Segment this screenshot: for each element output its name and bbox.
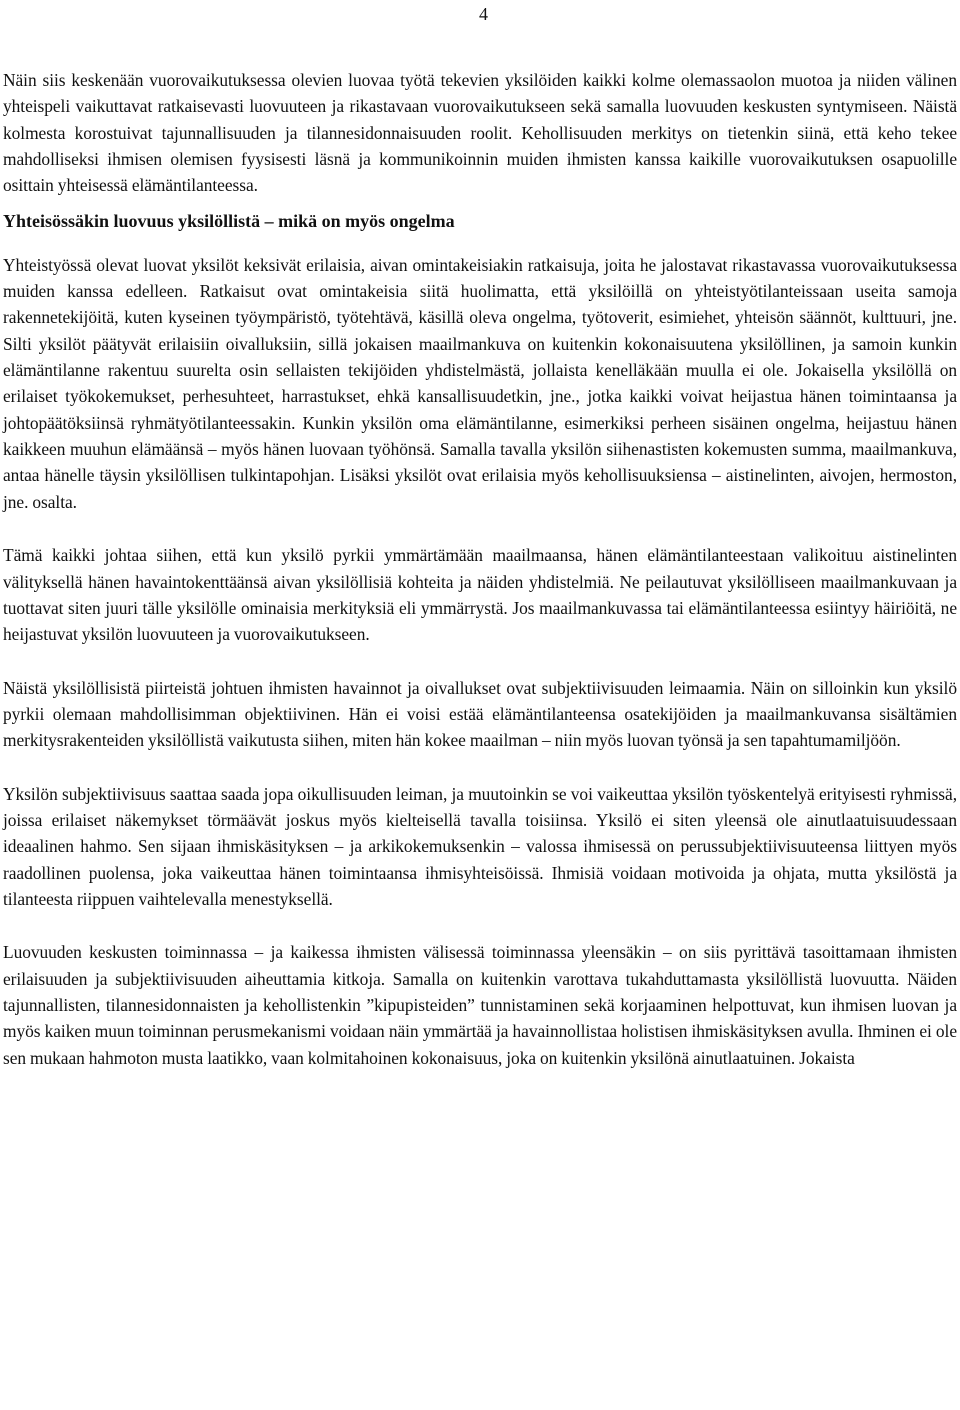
paragraph-6: Luovuuden keskusten toiminnassa – ja kaikessa ihmisten välisessä toiminnassa yleensäkin – on siis pyrittävä tasoittamaan ihmisten erilaisuuden ja subjektiivisuuden aiheuttamia kitkoja. Samalla on kuitenkin varottava tukahduttamasta yksilöllistä luovuutta. Näiden tajunnallisten, tilannesidonnaisten ja kehollistenkin ”kipupisteiden” tunnistaminen sekä korjaaminen helpottuvat, kun ihmisen luovan ja myös kaiken muun toiminnan perusmekanismi voidaan näin ymmärtää ja havainnollistaa holistisen ihmiskäsityksen avulla. Ihminen ei ole sen mukaan hahmoton musta laatikko, vaan kolmitahoinen kokonaisuus, joka on kuitenkin yksilönä ainutlaatuinen. Jokaista xyxy=(3,942,957,1068)
page-number: 4 xyxy=(479,4,488,24)
page-body xyxy=(3,67,957,1071)
paragraph-2: Yhteistyössä olevat luovat yksilöt keksivät erilaisia, aivan omintakeisiakin ratkaisuja, joita he jalostavat rikastavassa vuorovaikutuksessa muiden kanssa edelleen. Ratkaisut ovat omintakeisia siitä huolimatta, että yksilöillä on yhteistyötilanteissaan useita samoja rakennetekijöitä, kuten kyseinen työympäristö, työtehtävä, käsillä oleva ongelma, työtoverit, esimiehet, yhteisön säännöt, kulttuuri, jne. Silti yksilöt päätyvät erilaisiin oivalluksiin, sillä jokaisen maailmankuva on kuitenkin kokonaisuutena yksilöllinen, ja samoin kunkin elämäntilanne rakentuu suurelta osin sellaisten tekijöiden yhdistelmästä, jollaista kenelläkään muulla ei ole. Jokaisella yksilöllä on erilaiset työkokemukset, perhesuhteet, harrastukset, ehkä kansallisuudetkin, jne., jotka kaikki voivat heijastua hänen toimintaansa ja johtopäätöksiinsä ryhmätyötilanteessakin. Kunkin yksilön oma elämäntilanne, esimerkiksi perheen sisäinen ongelma, heijastuu hänen kaikkeen muuhun elämäänsä – myös hänen luovaan työhönsä. Samalla tavalla yksilön siihenastisten kokemusten summa, maailmankuva, antaa hänelle täysin yksilöllisen tulkintapohjan. Lisäksi yksilöt ovat erilaisia myös kehollisuuksiensa – aistinelinten, aivojen, hermoston, jne. osalta. xyxy=(3,254,957,512)
paragraph-5: Yksilön subjektiivisuus saattaa saada jopa oikullisuuden leiman, ja muutoinkin se voi vaikeuttaa yksilön työskentelyä erityisesti ryhmissä, joissa erilaiset näkemykset törmäävät joskus myös kielteisellä tavalla toisiinsa. Yksilö ei siten yleensä ole ainutlaatuisuudessaan ideaalinen hahmo. Sen sijaan ihmiskäsityksen – ja arkikokemuksenkin – valossa ihmisessä on perussubjektiivisuuteensa liittyen myös raadollinen puolensa, joka vaikeuttaa hänen toimintaansa ihmisyhteisöissä. Ihmisiä voidaan motivoida ja ohjata, mutta yksilöstä ja tilanteesta riippuen vaihtelevalla menestyksellä. xyxy=(3,783,957,909)
paragraph-3: Tämä kaikki johtaa siihen, että kun yksilö pyrkii ymmärtämään maailmaansa, hänen elämäntilanteestaan valikoituu aistinelinten välityksellä hänen havaintokenttäänsä aivan yksilöllisiä kohteita ja näiden yhdistelmiä. Ne peilautuvat yksilölliseen maailmankuvaan ja tuottavat siten juuri tälle yksilölle ominaisia merkityksiä eli ymmärrystä. Jos maailmankuvassa tai elämäntilanteessa esiintyy häiriöitä, ne heijastuvat yksilön luovuuteen ja vuorovaikutukseen. xyxy=(3,545,957,645)
paragraph-4: Näistä yksilöllisistä piirteistä johtuen ihmisten havainnot ja oivallukset ovat subjektiivisuuden leimaamia. Näin on silloinkin kun yksilö pyrkii olemaan mahdollisimman objektiivinen. Hän ei voisi estää elämäntilanteensa osatekijöiden ja maailmankuvansa sisältämien merkitysrakenteiden yksilöllistä vaikutusta siihen, miten hän kokee maailman – niin myös luovan työnsä ja sen tapahtumamiljöön. xyxy=(3,677,957,751)
section-heading: Yhteisössäkin luovuus yksilöllistä – mikä on myös ongelma xyxy=(3,210,455,231)
paragraph-1: Näin siis keskenään vuorovaikutuksessa olevien luovaa työtä tekevien yksilöiden kaikki kolme olemassaolon muotoa ja niiden välinen yhteispeli vaikuttavat ratkaisevasti luovuuteen ja rikastavaan vuorovaikutukseen sekä samalla luovuuden keskusten syntymiseen. Näistä kolmesta korostuivat tajunnallisuuden ja tilannesidonnaisuuden roolit. Kehollisuuden merkitys on tietenkin siinä, että keho tekee mahdolliseksi ihmisen olemisen fyysisesti läsnä ja kommunikoinnin muiden ihmisten kanssa kaikille vuorovaikutuksen osapuolille osittain yhteisessä elämäntilanteessa. xyxy=(3,70,957,196)
